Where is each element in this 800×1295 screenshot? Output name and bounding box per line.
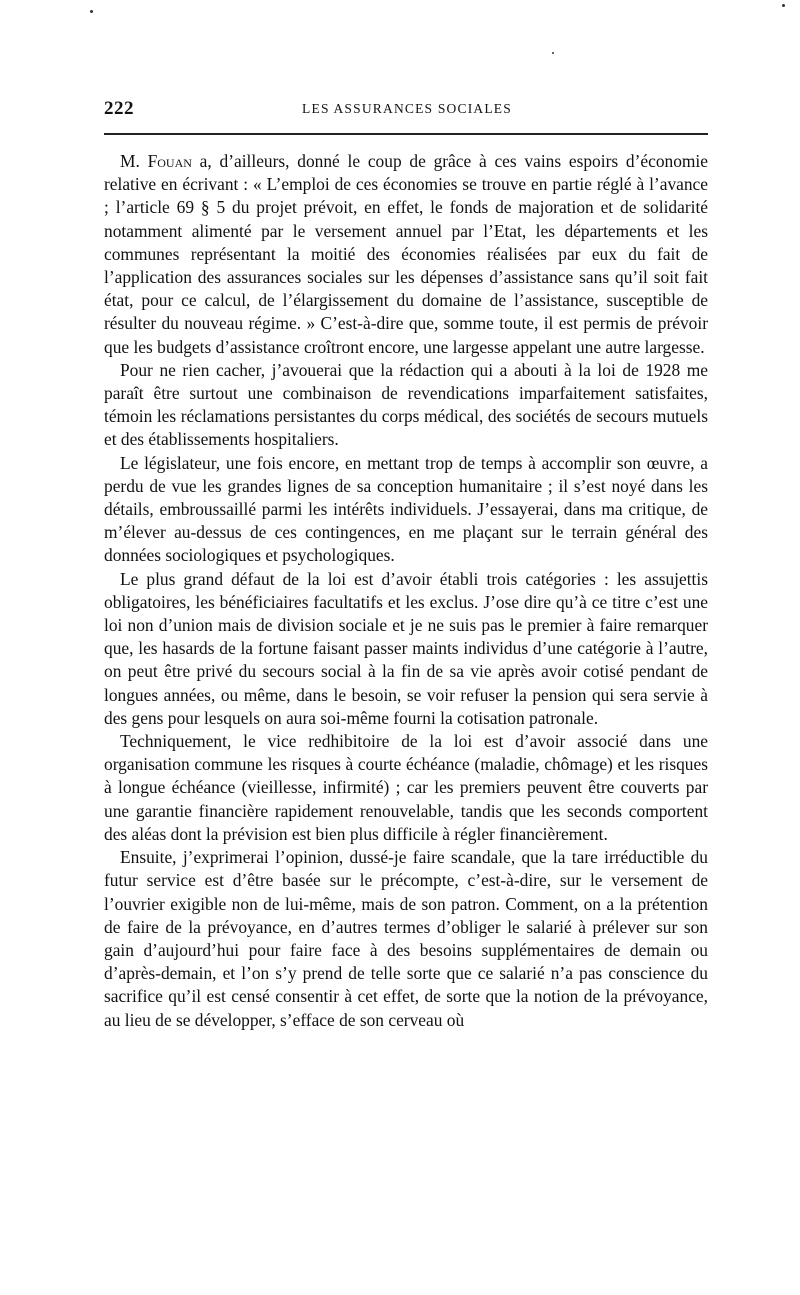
paragraph-2: Pour ne rien cacher, j’avouerai que la rédaction qui a abouti à la loi de 1928 me paraît être surtout une combinaison de revendications imparfaitement satisfaites, témoin les réclamations persistantes du corps médical, des sociétés de secours mutuels et des établissements hospitaliers.: [104, 359, 708, 450]
speaker-prefix: M.: [120, 151, 148, 171]
paragraph-1: [104, 150, 708, 359]
paper-speck: [782, 4, 785, 7]
paragraph-3: Le législateur, une fois encore, en mettant trop de temps à accomplir son œuvre, a perdu de vue les grandes lignes de sa conception humanitaire ; il s’est noyé dans les détails, embroussaillé parmi les intérêts individuels. J’essayerai, dans ma critique, de m’élever au-dessus de ces contingences, en me plaçant sur le terrain général des données sociologiques et psychologiques.: [104, 452, 708, 566]
page-number: 222: [104, 98, 134, 119]
paragraph-1-text: a, d’ailleurs, donné le coup de grâce à ces vains espoirs d’économie relative en écrivant : « L’emploi de ces économies se trouve en partie réglé à l’avance ; l’article 69 § 5 du projet prévoit, en effet, le fonds de majoration et de solidarité notamment alimenté par le versement annuel par l’Etat, les départements et les communes représentant la moitié des économies réalisées par eux du fait de l’application des assurances sociales sur les dépenses d’assistance sans qu’il soit fait état, pour ce calcul, de l’élargissement du domaine de l’assistance, susceptible de résulter du nouveau régime. » C’est-à-dire que, somme toute, il est permis de prévoir que les budgets d’assistance croîtront encore, une largesse appelant une autre largesse.: [104, 151, 708, 357]
paper-speck: [552, 52, 554, 54]
speaker-name: Fouan: [147, 151, 192, 171]
paragraph-5: Techniquement, le vice redhibitoire de la loi est d’avoir associé dans une organisation commune les risques à courte échéance (maladie, chômage) et les risques à longue échéance (vieillesse, infirmité) ; car les premiers peuvent être couverts par une garantie financière rapidement renouvelable, tandis que les seconds comportent des aléas dont la prévision est bien plus difficile à régler financièrement.: [104, 731, 708, 844]
paper-speck: [90, 10, 93, 13]
body-text: [104, 150, 708, 1032]
running-title: LES ASSURANCES SOCIALES: [302, 101, 512, 116]
header-divider: [104, 133, 708, 135]
paragraph-4: Le plus grand défaut de la loi est d’avoir établi trois catégories : les assujettis obligatoires, les bénéficiaires facultatifs et les exclus. J’ose dire qu’à ce titre c’est une loi non d’union mais de division sociale et je ne suis pas le premier à faire remarquer que, les hasards de la fortune faisant passer maints individus d’une catégorie à l’autre, on peut être privé du secours social à la fin de sa vie après avoir cotisé pendant de longues années, ou même, dans le besoin, se voir refuser la pension qui sera servie à des gens pour lesquels on aura soi-même fourni la cotisation patronale.: [104, 568, 708, 728]
paragraph-6: Ensuite, j’exprimerai l’opinion, dussé-je faire scandale, que la tare irréductible du futur service est d’être basée sur le précompte, c’est-à-dire, sur le versement de l’ouvrier exigible non de lui-même, mais de son patron. Comment, on a la prétention de faire de la prévoyance, en d’autres termes d’obliger le salarié à prélever sur son gain d’aujourd’hui pour faire face à des besoins supplémentaires de demain ou d’après-demain, et l’on s’y prend de telle sorte que ce salarié n’a pas conscience du sacrifice qu’il est censé consentir à cet effet, de sorte que la notion de la prévoyance, au lieu de se développer, s’efface de son cerveau où: [104, 847, 708, 1030]
running-head: [104, 98, 710, 124]
